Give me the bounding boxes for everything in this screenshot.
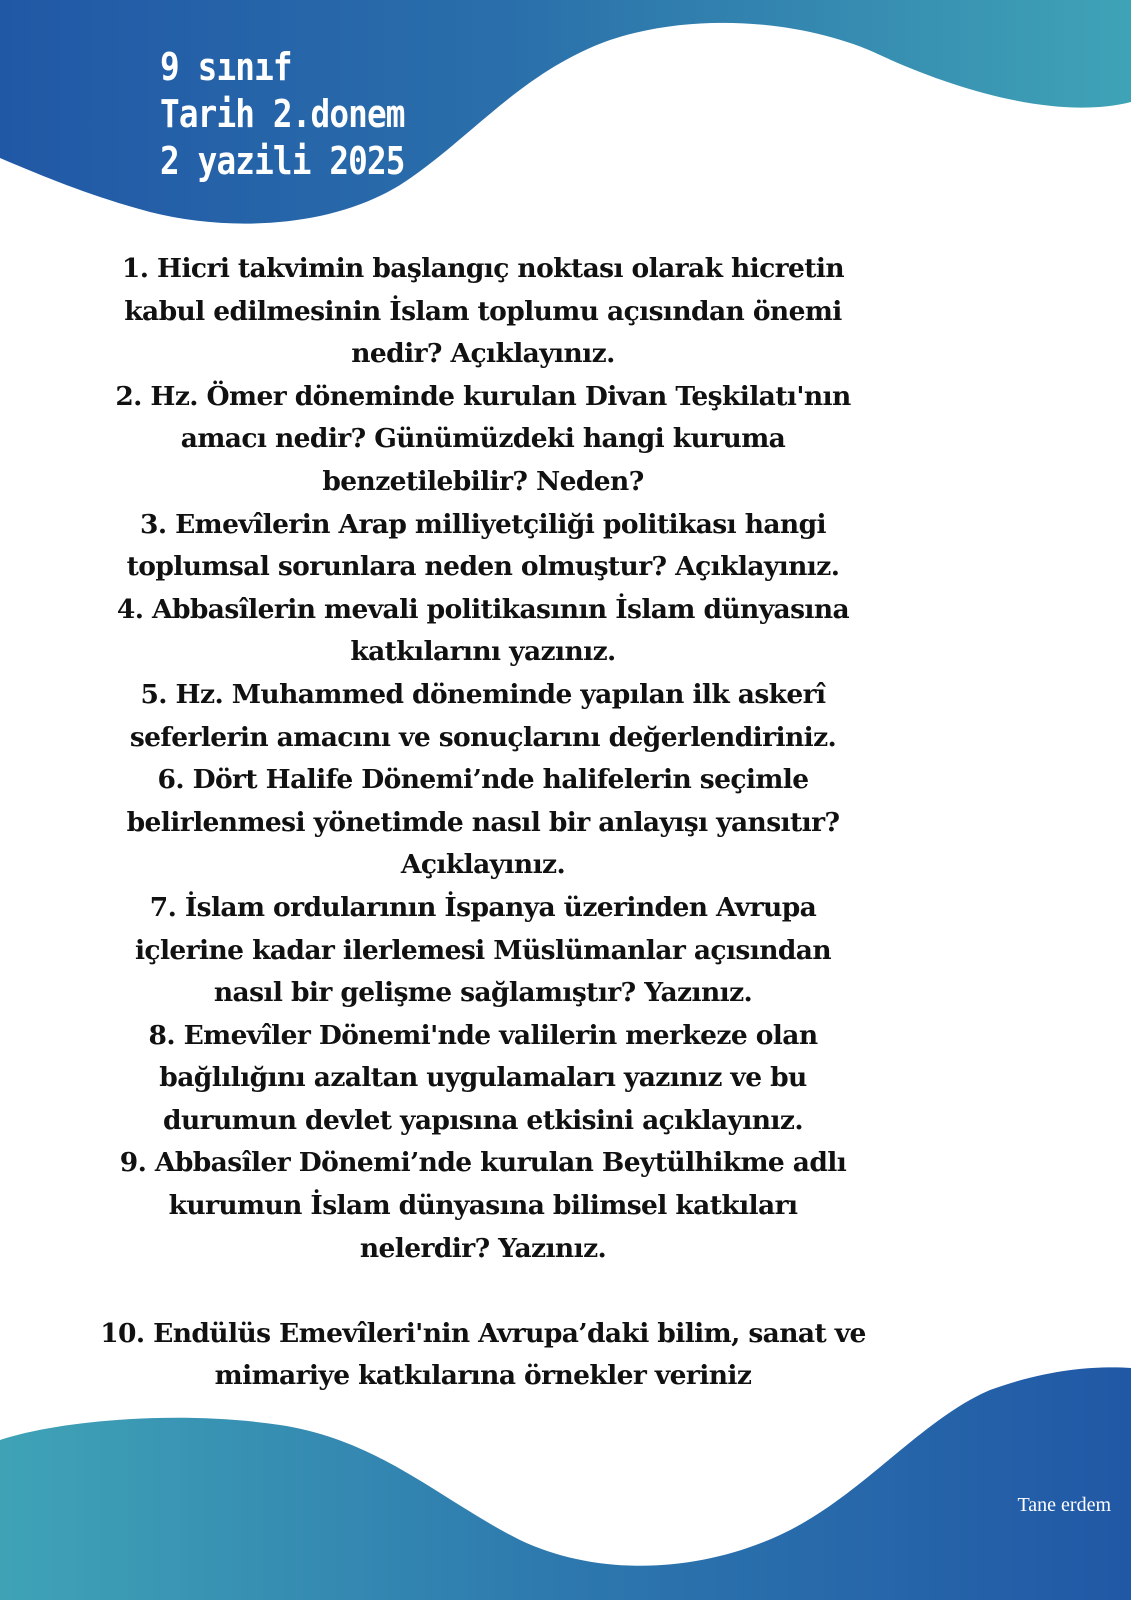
header-title <box>160 44 435 185</box>
question-5: 5. Hz. Muhammed döneminde yapılan ilk askerî seferlerin amacını ve sonuçlarını değerlendiriniz. <box>129 678 837 753</box>
question-3: 3. Emevîlerin Arap milliyetçiliği politikası hangi toplumsal sorunlara neden olmuştur? Açıklayınız. <box>126 508 840 583</box>
bottom-wave-decoration <box>0 1340 1131 1600</box>
question-list <box>100 248 866 1398</box>
question-6: 6. Dört Halife Dönemi’nde halifelerin seçimle belirlenmesi yönetimde nasıl bir anlayışı yansıtır? Açıklayınız. <box>126 764 840 881</box>
question-4: 4. Abbasîlerin mevali politikasının İslam dünyasına katkılarını yazınız. <box>116 593 850 668</box>
question-9: 9. Abbasîler Dönemi’nde kurulan Beytülhikme adlı kurumun İslam dünyasına bilimsel katkıları nelerdir? Yazınız. <box>119 1147 847 1264</box>
header-line-grade: 9 sınıf <box>160 45 292 89</box>
header-line-subject: Tarih 2.donem <box>160 92 405 136</box>
author-credit: Tane erdem <box>1017 1494 1111 1516</box>
question-1: 1. Hicri takvimin başlangıç noktası olarak hicretin kabul edilmesinin İslam toplumu açısından önemi nedir? Açıklayınız. <box>121 253 845 370</box>
header-line-exam: 2 yazili 2025 <box>160 139 405 183</box>
question-10: 10. Endülüs Emevîleri'nin Avrupa’daki bilim, sanat ve mimariye katkılarına örnekler veriniz <box>100 1317 866 1392</box>
question-2: 2. Hz. Ömer döneminde kurulan Divan Teşkilatı'nın amacı nedir? Günümüzdeki hangi kuruma benzetilebilir? Neden? <box>115 380 851 497</box>
question-7: 7. İslam ordularının İspanya üzerinden Avrupa içlerine kadar ilerlemesi Müslümanlar açısından nasıl bir gelişme sağlamıştır? Yazınız. <box>134 891 832 1009</box>
question-8: 8. Emevîler Dönemi'nde valilerin merkeze olan bağlılığını azaltan uygulamaları yazınız ve bu durumun devlet yapısına etkisini açıklayınız. <box>148 1019 818 1136</box>
